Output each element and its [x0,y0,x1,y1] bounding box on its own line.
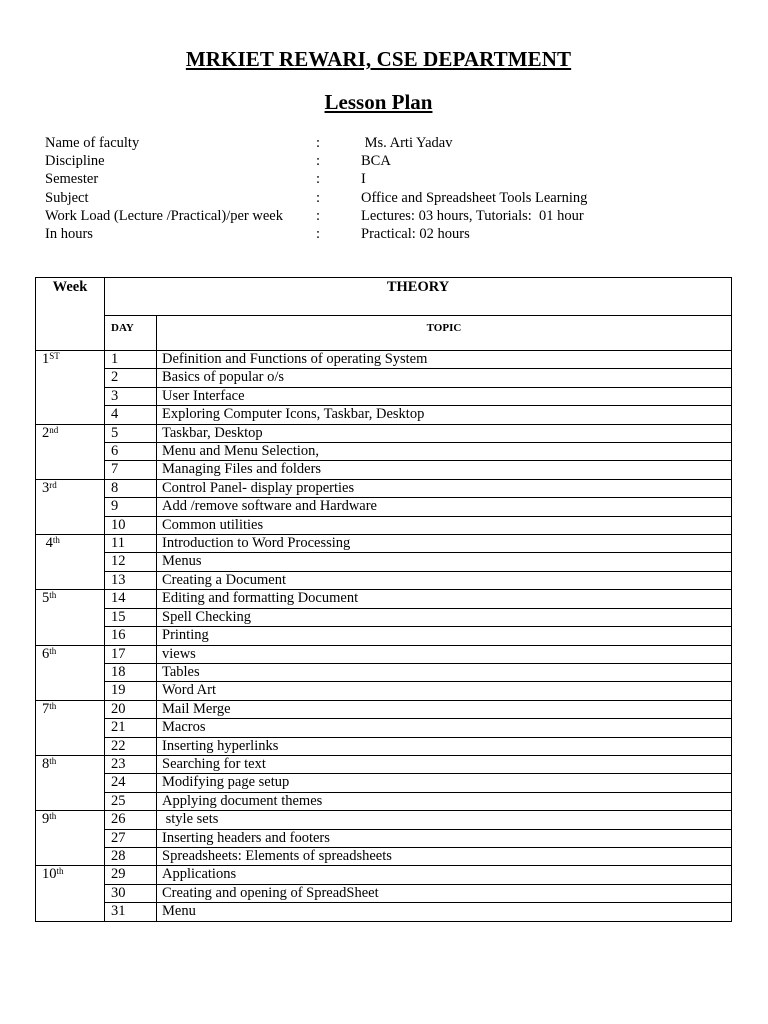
day-cell: 20 [105,700,157,718]
week-cell [36,755,105,810]
week-suffix: th [49,645,57,656]
table-row [36,369,732,387]
info-row-workload [45,207,725,225]
topic-cell: Add /remove software and Hardware [157,498,732,516]
topic-cell: Word Art [157,682,732,700]
topic-cell: Control Panel- display properties [157,479,732,497]
topic-cell: Introduction to Word Processing [157,535,732,553]
table-row [36,755,732,773]
topic-cell: Modifying page setup [157,774,732,792]
topic-cell: Menu [157,903,732,921]
day-cell: 12 [105,553,157,571]
week-cell [36,351,105,425]
week-suffix: nd [49,424,59,435]
table-row [36,774,732,792]
day-cell: 29 [105,866,157,884]
table-row [36,829,732,847]
topic-cell: Taskbar, Desktop [157,424,732,442]
topic-cell: Macros [157,719,732,737]
topic-cell: Inserting hyperlinks [157,737,732,755]
week-cell [36,811,105,866]
week-cell [36,866,105,921]
day-cell: 30 [105,884,157,902]
topic-cell: Menus [157,553,732,571]
week-number: 4 [42,535,53,552]
week-cell [36,535,105,590]
week-cell [36,645,105,700]
week-suffix: th [49,700,57,711]
table-row [36,847,732,865]
week-number: 2 [42,424,50,441]
day-cell: 27 [105,829,157,847]
table-row [36,479,732,497]
day-cell: 10 [105,516,157,534]
topic-cell: Mail Merge [157,700,732,718]
day-cell: 31 [105,903,157,921]
table-row [36,682,732,700]
day-cell: 7 [105,461,157,479]
table-row [36,663,732,681]
info-label: Discipline [45,153,105,170]
institute-title: MRKIET REWARI, CSE DEPARTMENT [185,47,572,71]
topic-cell: Tables [157,663,732,681]
week-number: 5 [42,590,50,607]
topic-cell: Creating a Document [157,571,732,589]
week-header: Week [36,278,105,351]
week-cell [36,700,105,755]
day-cell: 17 [105,645,157,663]
table-row [36,627,732,645]
topic-cell: Searching for text [157,755,732,773]
week-cell [36,424,105,479]
topic-cell: Basics of popular o/s [157,369,732,387]
week-suffix: th [49,811,57,822]
day-cell: 19 [105,682,157,700]
table-row [36,719,732,737]
day-cell: 6 [105,443,157,461]
topic-cell: Printing [157,627,732,645]
table-row [36,351,732,369]
day-header: DAY [105,316,157,351]
table-row [36,792,732,810]
day-cell: 25 [105,792,157,810]
week-suffix: th [49,755,57,766]
info-label: Semester [45,171,99,188]
day-cell: 8 [105,479,157,497]
table-row [36,516,732,534]
day-cell: 28 [105,847,157,865]
week-suffix: th [52,535,60,546]
table-row [36,461,732,479]
table-row [36,645,732,663]
week-suffix: th [56,866,64,877]
topic-cell: Spell Checking [157,608,732,626]
day-cell: 4 [105,406,157,424]
week-number: 8 [42,755,50,772]
week-number: 9 [42,811,50,828]
day-cell: 9 [105,498,157,516]
day-cell: 11 [105,535,157,553]
week-number: 7 [42,700,50,717]
topic-cell: Applying document themes [157,792,732,810]
info-colon: : [316,225,321,242]
day-cell: 14 [105,590,157,608]
info-value: BCA [361,153,391,170]
day-cell: 22 [105,737,157,755]
topic-cell: Menu and Menu Selection, [157,443,732,461]
table-row [36,443,732,461]
topic-header: TOPIC [157,316,732,351]
info-row-discipline [45,152,725,170]
topic-cell: Creating and opening of SpreadSheet [157,884,732,902]
topic-cell: Common utilities [157,516,732,534]
info-row-faculty [45,134,725,152]
day-cell: 13 [105,571,157,589]
topic-cell: Inserting headers and footers [157,829,732,847]
table-row [36,571,732,589]
table-row [36,406,732,424]
info-label: Name of faculty [45,135,140,151]
topic-cell: style sets [157,811,732,829]
week-cell [36,479,105,534]
day-cell: 26 [105,811,157,829]
week-number: 3 [42,479,50,496]
day-cell: 16 [105,627,157,645]
table-row [36,424,732,442]
table-row [36,387,732,405]
table-row [36,553,732,571]
document-title: Lesson Plan [324,90,433,114]
day-cell: 1 [105,351,157,369]
day-cell: 3 [105,387,157,405]
day-cell: 5 [105,424,157,442]
table-row [36,535,732,553]
week-suffix: ST [49,351,60,361]
table-row [36,866,732,884]
day-cell: 18 [105,663,157,681]
day-cell: 24 [105,774,157,792]
theory-header: THEORY [105,278,732,316]
topic-cell: Applications [157,866,732,884]
table-row [36,498,732,516]
table-row [36,737,732,755]
table-row [36,608,732,626]
info-colon: : [316,189,321,206]
info-row-semester [45,170,725,188]
info-row-subject [45,189,725,207]
day-cell: 15 [105,608,157,626]
topic-cell: Definition and Functions of operating System [157,351,732,369]
info-label: In hours [45,225,93,242]
week-number: 10 [42,866,57,883]
week-suffix: rd [49,479,57,490]
week-cell [36,590,105,645]
week-number: 6 [42,645,50,662]
table-row [36,700,732,718]
info-value: Office and Spreadsheet Tools Learning [361,189,588,206]
info-value: I [361,171,366,188]
topic-cell: Exploring Computer Icons, Taskbar, Desktop [157,406,732,424]
topic-cell: User Interface [157,387,732,405]
info-colon: : [316,135,321,151]
lesson-plan-table [35,277,732,922]
table-row [36,811,732,829]
table-row [36,590,732,608]
info-colon: : [316,153,321,170]
week-suffix: th [49,590,57,601]
info-row-hours [45,225,725,243]
table-row [36,903,732,921]
info-colon: : [316,207,321,224]
day-cell: 2 [105,369,157,387]
table-row [36,884,732,902]
info-value: Practical: 02 hours [361,225,470,242]
faculty-info [45,134,725,243]
info-colon: : [316,171,321,188]
week-number: 1 [42,351,50,367]
info-label: Work Load (Lecture /Practical)/per week [45,207,283,224]
day-cell: 21 [105,719,157,737]
info-label: Subject [45,189,89,206]
info-value: Lectures: 03 hours, Tutorials: 01 hour [361,207,584,224]
topic-cell: Editing and formatting Document [157,590,732,608]
day-cell: 23 [105,755,157,773]
topic-cell: Managing Files and folders [157,461,732,479]
topic-cell: Spreadsheets: Elements of spreadsheets [157,847,732,865]
topic-cell: views [157,645,732,663]
info-value: Ms. Arti Yadav [361,135,453,151]
